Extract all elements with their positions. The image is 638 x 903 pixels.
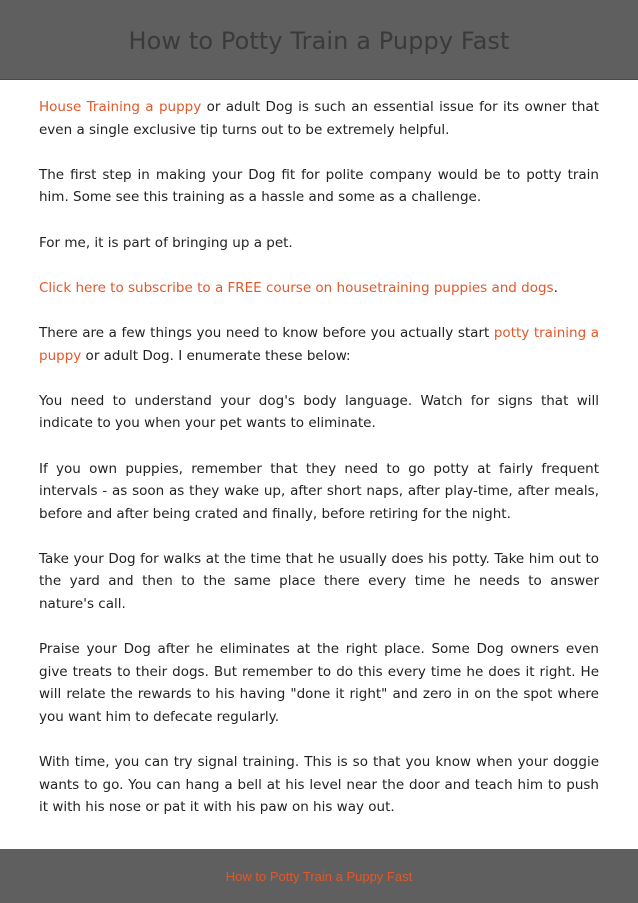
paragraph-bringing-up-pet: For me, it is part of bringing up a pet. xyxy=(39,234,293,251)
paragraph-puppies: If you own puppies, remember that they need to go potty at fairly frequent intervals - as soon as they wake up, after short naps, after play-time, after meals, before and after being crated and finally, before retiring for the night. xyxy=(39,460,599,522)
paragraph-body-language: You need to understand your dog's body language. Watch for signs that will indicate to you when your pet wants to eliminate. xyxy=(39,392,599,432)
paragraph-few-things xyxy=(39,322,599,367)
paragraph-praise: Praise your Dog after he eliminates at the right place. Some Dog owners even give treats to their dogs. But remember to do this every time he does it right. He will relate the rewards to his having "done it right" and zero in on the spot where you want him to defecate regularly. xyxy=(39,641,599,726)
paragraph-text: There are a few things you need to know before you actually start xyxy=(39,324,494,341)
paragraph-first-step: The first step in making your Dog fit for polite company would be to potty train him. Some see this training as a hassle and some as a challenge. xyxy=(39,166,599,206)
paragraph-text: or adult Dog is such an essential issue for its owner that even a single exclusive tip turns out to be extremely helpful. xyxy=(39,99,599,138)
paragraph-signal-training: With time, you can try signal training. This is so that you know when your doggie wants to go. You can hang a bell at his level near the door and teach him to push it with his nose or pat it with his paw on his way out. xyxy=(39,754,599,816)
paragraph-text: or adult Dog. I enumerate these below: xyxy=(81,347,351,364)
paragraph-walks: Take your Dog for walks at the time that he usually does his potty. Take him out to the yard and then to the same place there every time he needs to answer nature's call. xyxy=(39,550,599,613)
paragraph-subscribe xyxy=(39,277,599,300)
page-title: How to Potty Train a Puppy Fast xyxy=(128,27,510,55)
article-body xyxy=(39,96,599,819)
paragraph-text: . xyxy=(553,279,558,296)
subscribe-link[interactable]: Click here to subscribe to a FREE course on housetraining puppies and dogs xyxy=(39,279,554,296)
footer-title-link[interactable]: How to Potty Train a Puppy Fast xyxy=(225,869,413,884)
page-header xyxy=(0,0,638,80)
potty-training-link[interactable]: potty training a puppy xyxy=(39,324,599,364)
page-footer xyxy=(0,849,638,903)
house-training-link[interactable]: House Training a puppy xyxy=(39,99,202,115)
paragraph-intro xyxy=(39,96,599,141)
